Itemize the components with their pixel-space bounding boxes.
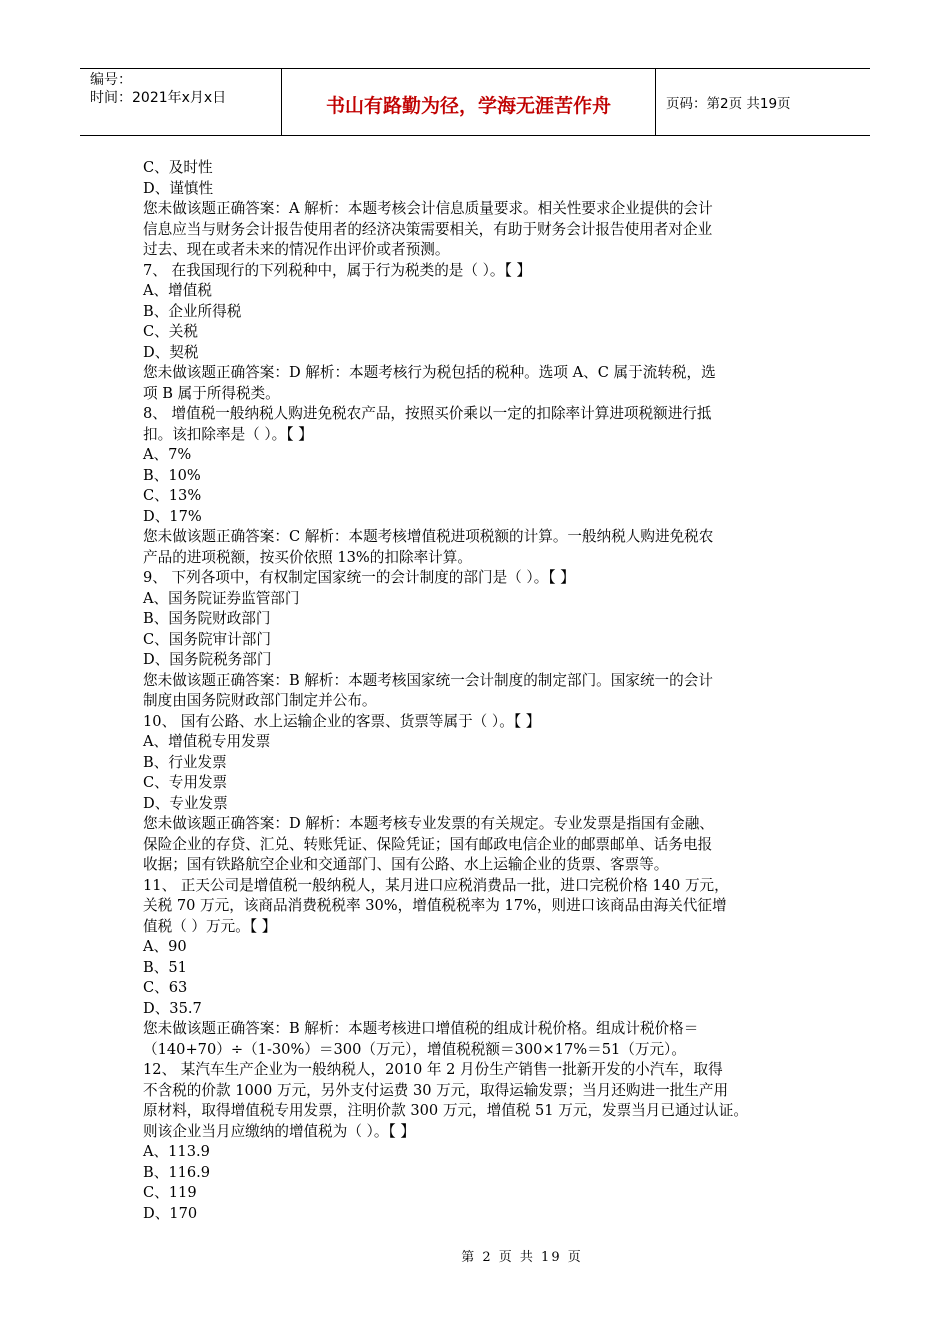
- option-line: A、国务院证券监管部门: [143, 589, 300, 607]
- text-line: 您未做该题正确答案：C 解析：本题考核增值税进项税额的计算。一般纳税人购进免税农: [143, 528, 714, 545]
- document-body: [143, 158, 809, 1224]
- question-line: 12、 某汽车生产企业为一般纳税人，2010 年 2 月份生产销售一批新开发的小汽车，取得: [143, 1061, 723, 1078]
- question-line: 11、 正天公司是增值税一般纳税人，某月进口应税消费品一批，进口完税价格 140 万元，: [143, 876, 729, 894]
- option-line: C、63: [143, 979, 188, 996]
- text-line: 项 B 属于所得税类。: [143, 384, 280, 402]
- text-line: 信息应当与财务会计报告使用者的经济决策需要相关，有助于财务会计报告使用者对企业: [143, 220, 713, 238]
- text-line: C、及时性: [143, 159, 213, 176]
- option-line: B、国务院财政部门: [143, 610, 271, 627]
- text-line: 制度由国务院财政部门制定并公布。: [143, 692, 377, 709]
- header-page-info: 页码：第2页 共19页: [666, 96, 791, 112]
- page-header: [80, 68, 870, 136]
- option-line: C、国务院审计部门: [143, 630, 271, 648]
- text-line: （140+70）÷（1-30%）＝300（万元），增值税税额＝300×17%＝51（万元）。: [143, 1040, 686, 1058]
- text-line: D、谨慎性: [143, 179, 214, 197]
- text-line: 过去、现在或者未来的情况作出评价或者预测。: [143, 241, 450, 258]
- text-line: 保险企业的存贷、汇兑、转账凭证、保险凭证；国有邮政电信企业的邮票邮单、话务电报: [143, 835, 713, 853]
- header-meta: [80, 69, 282, 135]
- document-date-label: 时间：2021年x月x日: [90, 90, 227, 106]
- option-line: B、10%: [143, 466, 201, 484]
- option-line: D、170: [143, 1204, 198, 1222]
- option-line: C、专用发票: [143, 774, 228, 791]
- option-line: C、119: [143, 1184, 197, 1201]
- option-line: A、90: [143, 938, 187, 955]
- option-line: A、增值税: [143, 282, 212, 299]
- header-motto: 书山有路勤为径，学海无涯苦作舟: [282, 69, 656, 135]
- option-line: D、专业发票: [143, 794, 228, 812]
- question-line: 原材料，取得增值税专用发票，注明价款 300 万元，增值税 51 万元，发票当月已通过认证。: [143, 1102, 748, 1119]
- option-line: D、国务院税务部门: [143, 651, 272, 668]
- option-line: A、113.9: [143, 1143, 210, 1160]
- option-line: A、增值税专用发票: [143, 733, 271, 750]
- option-line: C、关税: [143, 323, 198, 340]
- footer-page-number: 第 2 页 共 19 页: [461, 1250, 583, 1265]
- question-line: 7、 在我国现行的下列税种中，属于行为税类的是（ ）。【 】: [143, 261, 532, 279]
- question-line: 9、 下列各项中，有权制定国家统一的会计制度的部门是（ ）。【 】: [143, 569, 575, 586]
- question-line: 不含税的价款 1000 万元，另外支付运费 30 万元，取得运输发票；当月还购进一批生产用: [143, 1081, 729, 1099]
- question-line: 关税 70 万元，该商品消费税税率 30%，增值税税率为 17%，则进口该商品由海关代征增: [143, 897, 727, 914]
- text-line: 您未做该题正确答案：A 解析：本题考核会计信息质量要求。相关性要求企业提供的会计: [143, 200, 713, 217]
- text-line: 您未做该题正确答案：D 解析：本题考核专业发票的有关规定。专业发票是指国有金融、: [143, 815, 714, 832]
- question-line: 则该企业当月应缴纳的增值税为（ ）。【 】: [143, 1122, 415, 1140]
- option-line: D、契税: [143, 343, 199, 361]
- question-line: 10、 国有公路、水上运输企业的客票、货票等属于（ ）。【 】: [143, 712, 541, 730]
- option-line: D、17%: [143, 507, 202, 525]
- page-footer: [0, 1246, 950, 1265]
- text-line: 产品的进项税额，按买价依照 13%的扣除率计算。: [143, 548, 472, 566]
- question-line: 8、 增值税一般纳税人购进免税农产品，按照买价乘以一定的扣除率计算进项税额进行抵: [143, 405, 712, 422]
- option-line: B、行业发票: [143, 753, 227, 771]
- text-line: 您未做该题正确答案：B 解析：本题考核国家统一会计制度的制定部门。国家统一的会计: [143, 671, 713, 689]
- option-line: C、13%: [143, 487, 202, 504]
- text-line: 收据；国有铁路航空企业和交通部门、国有公路、水上运输企业的货票、客票等。: [143, 856, 669, 873]
- option-line: B、116.9: [143, 1163, 211, 1181]
- option-line: B、企业所得税: [143, 302, 242, 320]
- question-line: 扣。该扣除率是（ ）。【 】: [143, 425, 313, 443]
- document-number-label: 编号：: [90, 72, 132, 88]
- option-line: B、51: [143, 958, 187, 976]
- text-line: 您未做该题正确答案：D 解析：本题考核行为税包括的税种。选项 A、C 属于流转税，选: [143, 364, 716, 381]
- option-line: D、35.7: [143, 999, 202, 1017]
- text-line: 您未做该题正确答案：B 解析：本题考核进口增值税的组成计税价格。组成计税价格＝: [143, 1020, 699, 1037]
- option-line: A、7%: [143, 446, 192, 463]
- question-line: 值税（ ）万元。【 】: [143, 917, 277, 935]
